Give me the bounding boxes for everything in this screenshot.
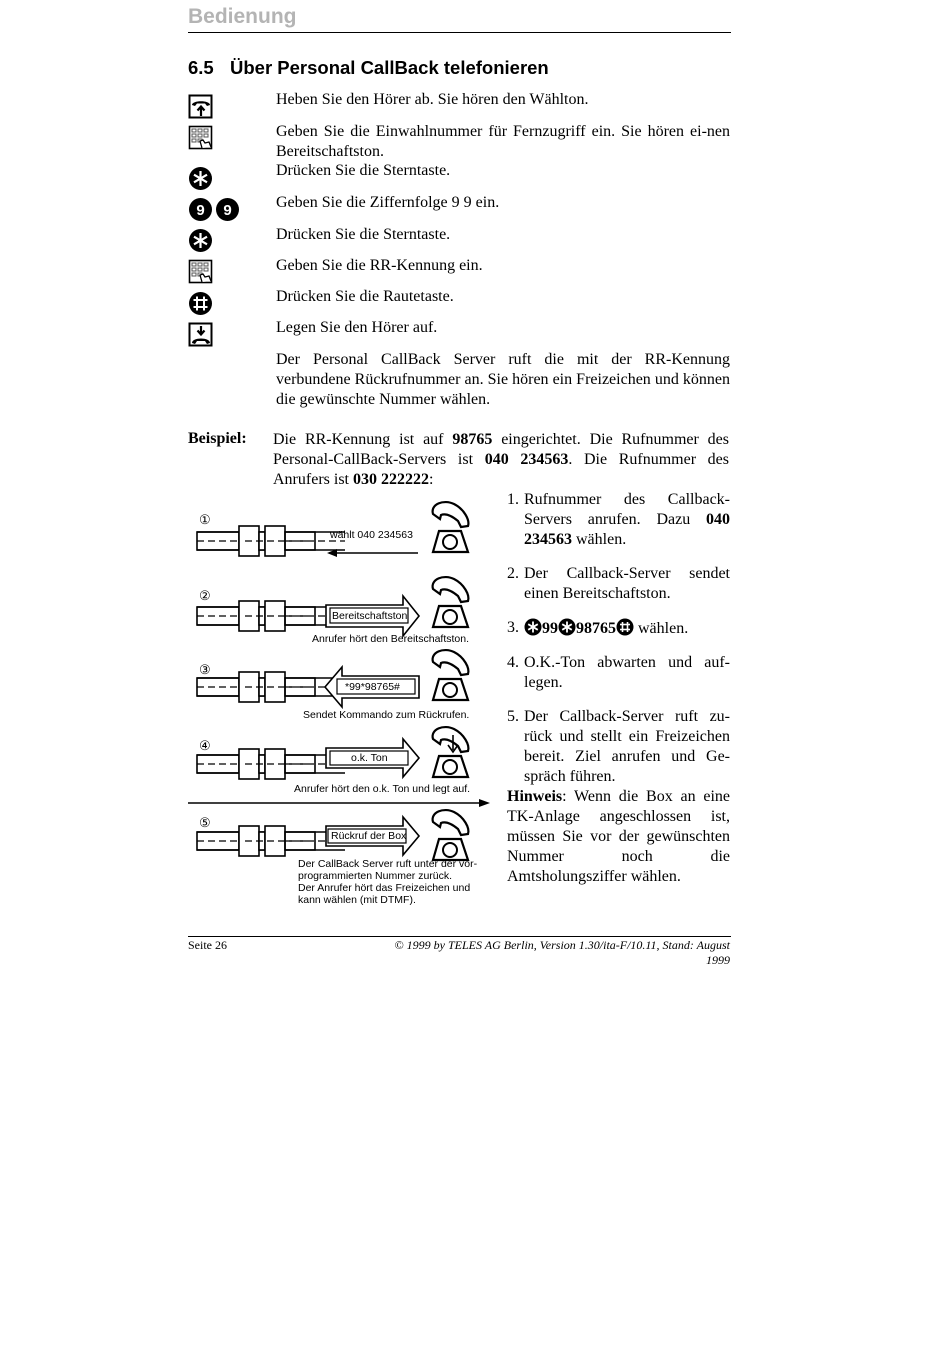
panel-number: ① — [199, 512, 211, 527]
header-title: Bedienung — [188, 5, 297, 28]
section-title: Über Personal CallBack telefonieren — [230, 57, 549, 78]
caller-number: 030 222222 — [352, 471, 429, 488]
hint-label: Hinweis — [507, 788, 563, 805]
instruction-text: Geben Sie die Ziffernfolge 9 9 ein. — [276, 194, 500, 211]
panel-label: wählt 040 234563 — [330, 529, 413, 541]
panel-caption: Anrufer hört den Bereitschaftston. — [312, 633, 470, 645]
diagram-panel-4 — [197, 727, 470, 795]
handset-lift-icon — [188, 94, 214, 120]
telephone-icon — [433, 727, 469, 777]
hash-key-icon — [616, 618, 634, 636]
panel-caption: Anrufer hört den o.k. Ton und legt auf. — [294, 783, 471, 795]
instruction-text: Der Personal CallBack Server ruft die mit der RR-Kennung verbundene Rückrufnummer an. Sie hören ein Freizeichen und können die gewünschte Nummer wählen. — [276, 351, 730, 408]
list-item: 2. Der Callback-Server sendet einen Bereitschaftston. — [507, 565, 730, 602]
panel-caption: Sendet Kommando zum Rückrufen. — [303, 709, 470, 721]
diagram-panel-2 — [197, 577, 469, 645]
telephone-icon — [433, 810, 469, 860]
isdn-plug-icon — [197, 672, 345, 702]
star-key-icon — [558, 618, 576, 636]
telephone-icon — [433, 502, 469, 552]
panel-box-label: *99*98765# — [345, 681, 400, 693]
instruction-text: Geben Sie die Einwahlnummer für Fernzugriff ein. Sie hören ei-nen Bereitschaftston. — [276, 123, 730, 160]
panel-box-label: Bereitschaftston — [332, 610, 408, 622]
panel-caption-line: Der Anrufer hört das Freizeichen und — [298, 882, 471, 894]
callback-diagram — [185, 495, 495, 915]
rr-code: 98765 — [452, 431, 493, 448]
star-key-icon — [188, 228, 214, 254]
instruction-text: Legen Sie den Hörer auf. — [276, 319, 438, 336]
panel-caption-line: programmierten Nummer zurück. — [298, 870, 453, 882]
hint-text: Hinweis: Wenn die Box an eine TK-Anlage angeschlossen ist, müssen Sie vor der gewünschten Nummer noch die Amtsholungsziffer wählen. — [507, 788, 730, 885]
panel-box-label: Rückruf der Box — [331, 830, 407, 842]
star-key-icon — [188, 166, 214, 192]
list-item: 3. 99 98765 wählen. — [507, 619, 689, 637]
section-heading — [188, 57, 549, 79]
instruction-text: Geben Sie die RR-Kennung ein. — [276, 257, 483, 274]
diagram-panel-5 — [197, 810, 478, 906]
isdn-plug-icon — [197, 526, 345, 556]
svg-text:9: 9 — [223, 202, 232, 219]
list-item: 4. O.K.-Ton abwarten und auf-legen. — [507, 654, 730, 691]
panel-number: ⑤ — [199, 815, 211, 830]
instruction-text: Heben Sie den Hörer ab. Sie hören den Wählton. — [276, 91, 589, 108]
panel-caption-line: Der CallBack Server ruft unter der vor- — [298, 858, 478, 870]
instruction-text: Drücken Sie die Sterntaste. — [276, 226, 451, 243]
diagram-panel-1 — [197, 502, 468, 557]
keypad-icon — [188, 125, 214, 151]
isdn-plug-icon — [197, 601, 345, 631]
copyright-text: © 1999 by TELES AG Berlin, Version 1.30/ita-F/10.11, Stand: August 1999 — [394, 938, 730, 967]
section-number: 6.5 — [188, 57, 214, 78]
list-item: 1. Rufnummer des Callback-Servers anrufen. Dazu 040 234563 wählen. — [507, 491, 730, 548]
nine-nine-keys-icon — [188, 197, 242, 223]
svg-text:9: 9 — [196, 202, 205, 219]
instruction-text: Drücken Sie die Rautetaste. — [276, 288, 454, 305]
instruction-text: Drücken Sie die Sterntaste. — [276, 162, 451, 179]
panel-number: ③ — [199, 662, 211, 677]
telephone-icon — [433, 577, 469, 627]
example-label: Beispiel: — [188, 430, 247, 447]
steps-list — [507, 490, 730, 887]
footer-divider — [188, 936, 731, 937]
panel-number: ② — [199, 588, 211, 603]
panel-caption-line: kann wählen (mit DTMF). — [298, 894, 416, 906]
star-key-icon — [524, 618, 542, 636]
page-number: Seite 26 — [188, 938, 227, 952]
header-divider — [188, 32, 731, 33]
list-item: 5. Der Callback-Server ruft zu-rück und stellt ein Freizeichen bereit. Ziel anrufen und Ge-spräch führen. — [507, 708, 730, 785]
isdn-plug-icon — [197, 749, 345, 779]
example-text: Die RR-Kennung ist auf 98765 eingerichtet. Die Rufnummer des Personal-CallBack-Servers ist 040 234563. Die Rufnummer des Anrufers ist 030 222222: — [273, 431, 729, 488]
diagram-panel-3 — [197, 650, 469, 721]
telephone-icon — [433, 650, 469, 700]
server-number: 040 234563 — [484, 451, 569, 468]
handset-hangup-icon — [188, 322, 214, 348]
keypad-icon — [188, 259, 214, 285]
panel-number: ④ — [199, 738, 211, 753]
hash-key-icon — [188, 291, 214, 317]
panel-box-label: o.k. Ton — [351, 752, 388, 764]
isdn-plug-icon — [197, 826, 345, 856]
